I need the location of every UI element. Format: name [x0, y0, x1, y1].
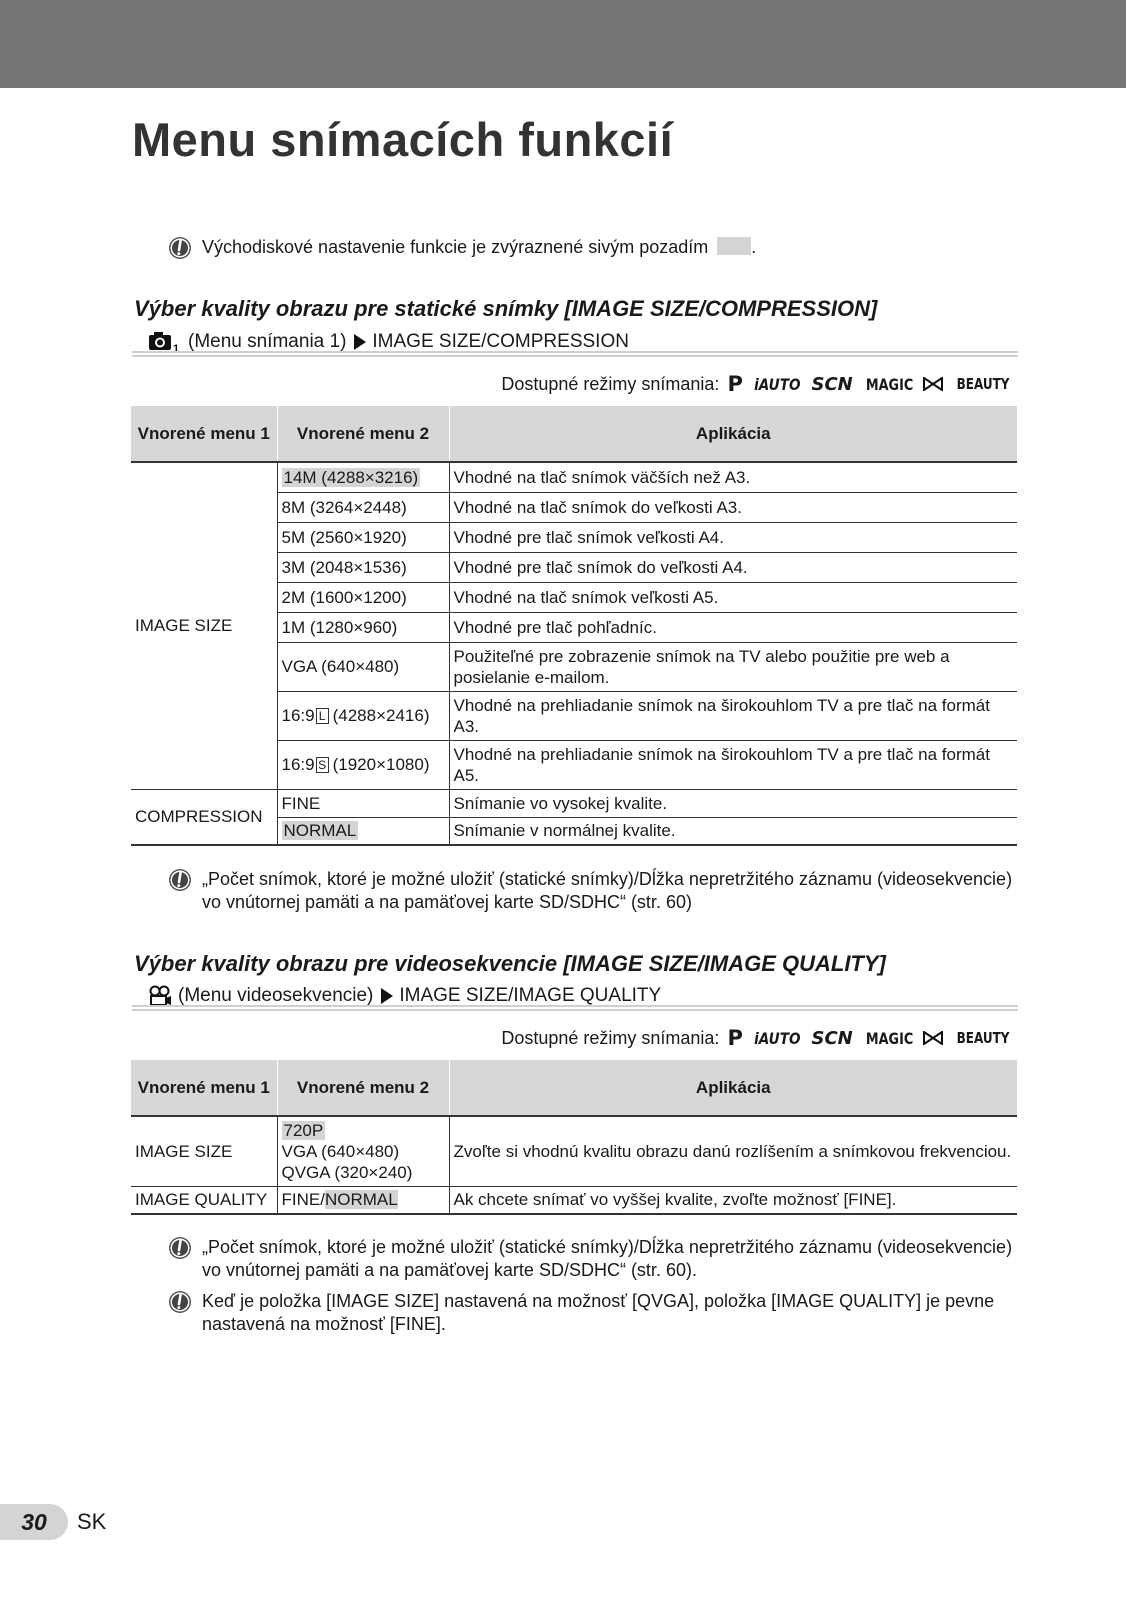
- size-large-icon: L: [316, 708, 329, 724]
- size-value: VGA (640×480): [281, 1141, 400, 1161]
- section1-path-rule: [132, 351, 1018, 357]
- table-row-size: VGA (640×480): [277, 642, 449, 691]
- table-row-app: Vhodné na tlač snímok do veľkosti A3.: [449, 492, 1017, 522]
- page-footer: [0, 1504, 106, 1540]
- movie-menu-icon: [148, 985, 172, 1007]
- section1-menu-path: [148, 331, 629, 353]
- compression-value-default: NORMAL: [283, 821, 357, 841]
- image-quality-label: IMAGE QUALITY: [131, 1186, 277, 1214]
- table-row-app: Vhodné pre tlač pohľadníc.: [449, 612, 1017, 642]
- camera-menu-number: 1: [173, 343, 180, 353]
- size-value-default: 720P: [283, 1120, 324, 1140]
- header-submenu2: Vnorené menu 2: [277, 1060, 449, 1116]
- modes-label: Dostupné režimy snímania:: [501, 373, 720, 394]
- panorama-icon: [923, 377, 943, 391]
- mode-iauto: iAUTO: [753, 1028, 801, 1048]
- table-row-size: 3M (2048×1536): [277, 552, 449, 582]
- section2-menu-item: IMAGE SIZE/IMAGE QUALITY: [399, 985, 662, 1006]
- caution-icon: [168, 236, 192, 260]
- table-row-app: Vhodné na prehliadanie snímok na širokouhlom TV a pre tlač na formát A5.: [449, 740, 1017, 789]
- compression-label: COMPRESSION: [131, 789, 277, 845]
- top-banner: [0, 0, 1126, 88]
- table-row-app: Vhodné na prehliadanie snímok na širokouhlom TV a pre tlač na formát A3.: [449, 691, 1017, 740]
- mode-beauty: BEAUTY: [956, 375, 1010, 393]
- mode-magic: MAGIC: [865, 1028, 913, 1048]
- compression-value: FINE: [277, 789, 449, 817]
- section2-path-rule: [132, 1005, 1018, 1011]
- arrow-right-icon: [354, 334, 366, 350]
- quality-normal-default: NORMAL: [324, 1190, 398, 1210]
- size-aspect: 16:9: [281, 755, 315, 774]
- size-resolution: (1920×1080): [332, 755, 430, 774]
- mode-scn: SCN: [811, 373, 853, 395]
- table-row-size: [277, 740, 449, 789]
- page-title: Menu snímacích funkcií: [132, 113, 674, 166]
- section1-title: Výber kvality obrazu pre statické snímky [IMAGE SIZE/COMPRESSION]: [134, 296, 878, 321]
- section2-note2-text: Keď je položka [IMAGE SIZE] nastavená na možnosť [QVGA], položka [IMAGE QUALITY] je pevne nastavená na možnosť [FINE].: [202, 1291, 995, 1334]
- table-row-app: Vhodné na tlač snímok väčších než A3.: [449, 462, 1017, 492]
- quality-fine: FINE/: [281, 1190, 325, 1210]
- header-application: Aplikácia: [449, 406, 1017, 462]
- image-size-label: IMAGE SIZE: [131, 1116, 277, 1186]
- table-row-size: [277, 691, 449, 740]
- compression-app: Snímanie vo vysokej kvalite.: [449, 789, 1017, 817]
- section2-modes: [501, 1026, 1016, 1050]
- section2-menu-name: (Menu videosekvencie): [178, 985, 374, 1006]
- image-size-app: Zvoľte si vhodnú kvalitu obrazu danú rozlíšením a snímkovou frekvenciou.: [449, 1116, 1017, 1186]
- image-quality-app: Ak chcete snímať vo vyššej kvalite, zvoľte možnosť [FINE].: [449, 1186, 1017, 1214]
- mode-p: P: [727, 1026, 743, 1050]
- size-value: QVGA (320×240): [281, 1162, 413, 1182]
- compression-app: Snímanie v normálnej kvalite.: [449, 817, 1017, 845]
- arrow-right-icon: [381, 988, 393, 1004]
- header-application: Aplikácia: [449, 1060, 1017, 1116]
- table-row-size: 5M (2560×1920): [277, 522, 449, 552]
- section1-menu-name: (Menu snímania 1): [188, 331, 347, 352]
- section2-table: [131, 1060, 1017, 1215]
- caution-icon: [168, 868, 192, 892]
- size-aspect: 16:9: [281, 706, 315, 725]
- page-number: 30: [0, 1504, 68, 1540]
- section1-menu-item: IMAGE SIZE/COMPRESSION: [372, 331, 629, 352]
- panorama-icon: [923, 1031, 943, 1045]
- table-row-size: [277, 462, 449, 492]
- caution-icon: [168, 1290, 192, 1314]
- header-submenu2: Vnorené menu 2: [277, 406, 449, 462]
- header-submenu1: Vnorené menu 1: [131, 1060, 277, 1116]
- image-quality-value: [277, 1186, 449, 1214]
- table-row-app: Vhodné na tlač snímok veľkosti A5.: [449, 582, 1017, 612]
- mode-iauto: iAUTO: [753, 374, 801, 394]
- size-resolution: (4288×2416): [332, 706, 430, 725]
- section1-note-text: „Počet snímok, ktoré je možné uložiť (statické snímky)/Dĺžka nepretržitého záznamu (videosekvencie) vo vnútornej pamäti a na pamäťovej karte SD/SDHC“ (str. 60): [202, 869, 1013, 912]
- image-size-label: IMAGE SIZE: [131, 462, 277, 789]
- gray-highlight-swatch: [717, 237, 751, 255]
- image-size-values: [277, 1116, 449, 1186]
- size-small-icon: S: [316, 757, 329, 773]
- table-row-app: Použiteľné pre zobrazenie snímok na TV alebo použitie pre web a posielanie e-mailom.: [449, 642, 1017, 691]
- mode-beauty: BEAUTY: [956, 1029, 1010, 1047]
- header-submenu1: Vnorené menu 1: [131, 406, 277, 462]
- language-code: SK: [77, 1509, 107, 1534]
- mode-scn: SCN: [811, 1027, 853, 1049]
- section1-table: [131, 406, 1017, 846]
- camera-menu-icon: [148, 331, 182, 353]
- caution-icon: [168, 1236, 192, 1260]
- section1-modes: [501, 372, 1016, 396]
- table-row-app: Vhodné pre tlač snímok do veľkosti A4.: [449, 552, 1017, 582]
- section2-note1-text: „Počet snímok, ktoré je možné uložiť (statické snímky)/Dĺžka nepretržitého záznamu (videosekvencie) vo vnútornej pamäti a na pamäťovej karte SD/SDHC“ (str. 60).: [202, 1237, 1013, 1280]
- table-row-size: 2M (1600×1200): [277, 582, 449, 612]
- compression-value: [277, 817, 449, 845]
- mode-magic: MAGIC: [865, 374, 913, 394]
- section2-menu-path: [148, 985, 661, 1007]
- table-row-size: 1M (1280×960): [277, 612, 449, 642]
- modes-label: Dostupné režimy snímania:: [501, 1027, 720, 1048]
- section2-title: Výber kvality obrazu pre videosekvencie [IMAGE SIZE/IMAGE QUALITY]: [134, 951, 886, 976]
- default-note-end: .: [751, 237, 757, 257]
- default-note-text: Východiskové nastavenie funkcie je zvýraznené sivým pozadím: [202, 237, 709, 257]
- table-row-size: 8M (3264×2448): [277, 492, 449, 522]
- table-row-app: Vhodné pre tlač snímok veľkosti A4.: [449, 522, 1017, 552]
- size-value-default: 14M (4288×3216): [283, 467, 419, 487]
- mode-p: P: [727, 372, 743, 396]
